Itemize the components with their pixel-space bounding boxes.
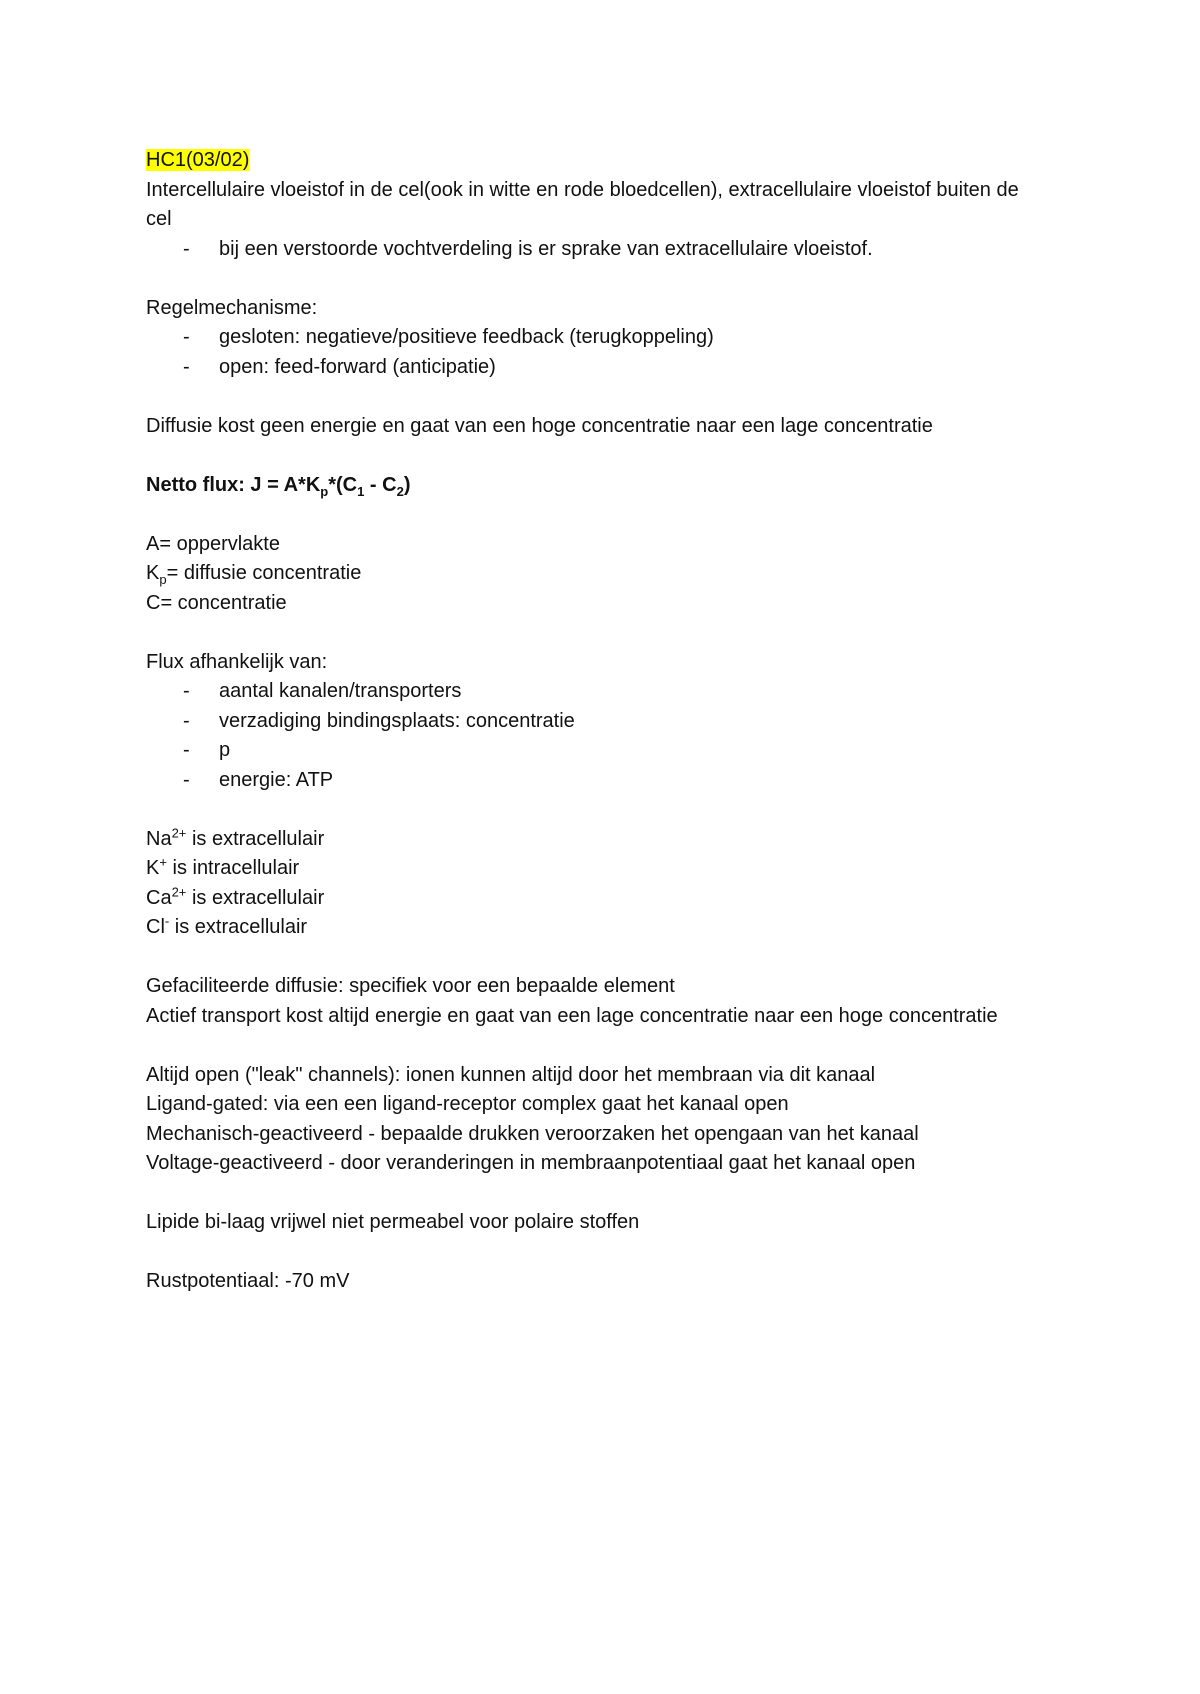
blank-line — [146, 1238, 1046, 1268]
dash-marker: - — [183, 709, 190, 732]
blank-line — [146, 264, 1046, 294]
list-item: - p — [146, 736, 1046, 766]
page-title: HC1(03/02) — [146, 149, 250, 171]
blank-line — [146, 795, 1046, 825]
dash-marker: - — [183, 768, 190, 791]
netto-flux-formula: Netto flux: $J = A*K_p*(C_1 - C_2)$ — [146, 473, 411, 499]
lipide-paragraph: Lipide bi-laag vrijwel niet permeabel voor polaire stoffen — [146, 1211, 640, 1233]
ion-line-ca: $Ca^{2+}$ is extracellulair — [146, 883, 325, 909]
dash-marker: - — [183, 326, 190, 348]
definition-c: C= concentratie — [146, 591, 287, 614]
actief-transport: Actief transport kost altijd energie en gaat van een lage concentratie naar een hoge concentratie — [146, 1004, 998, 1027]
ion-line-cl: Cl- is extracellulair — [146, 913, 308, 938]
list-item: - bij een verstoorde vochtverdeling is er sprake van extracellulaire vloeistof. — [146, 235, 1046, 265]
definition-a: A= oppervlakte — [146, 532, 280, 555]
dash-marker: - — [183, 237, 190, 260]
definition-kp: $K_p=$ diffusie concentratie — [146, 562, 362, 587]
intercellular-list — [146, 235, 1046, 265]
regel-list — [146, 323, 1046, 382]
blank-line — [146, 1179, 1046, 1209]
blank-line — [146, 943, 1046, 973]
dash-marker: - — [183, 680, 190, 702]
blank-line — [146, 382, 1046, 412]
list-item: - verzadiging bindingsplaats: concentratie — [146, 707, 1046, 737]
list-item: - aantal kanalen/transporters — [146, 677, 1046, 707]
gefaciliteerde-diffusie: Gefaciliteerde diffusie: specifiek voor een bepaalde element — [146, 975, 675, 997]
flux-label: Flux afhankelijk van: — [146, 650, 328, 673]
blank-line — [146, 1031, 1046, 1061]
rustpotentiaal-paragraph: Rustpotentiaal: -70 mV — [146, 1270, 350, 1292]
ion-line-na: $Na^{2+}$ is extracellulair — [146, 824, 325, 850]
dash-marker: - — [183, 739, 190, 761]
list-item: - energie: ATP — [146, 766, 1046, 796]
blank-line — [146, 618, 1046, 648]
blank-line — [146, 500, 1046, 530]
dash-marker: - — [183, 355, 190, 378]
channel-ligand: Ligand-gated: via een een ligand-receptor complex gaat het kanaal open — [146, 1093, 789, 1115]
intercellular-paragraph: Intercellulaire vloeistof in de cel(ook in witte en rode bloedcellen), extracellulaire vloeistof buiten de cel — [146, 178, 1025, 230]
document-body — [146, 146, 1046, 1297]
channel-mechanical: Mechanisch-geactiveerd - bepaalde drukken veroorzaken het opengaan van het kanaal — [146, 1122, 919, 1145]
channel-leak: Altijd open ("leak" channels): ionen kunnen altijd door het membraan via dit kanaal — [146, 1063, 876, 1086]
blank-line — [146, 441, 1046, 471]
channel-voltage: Voltage-geactiveerd - door veranderingen in membraanpotentiaal gaat het kanaal open — [146, 1152, 916, 1174]
list-item: - open: feed-forward (anticipatie) — [146, 353, 1046, 383]
regel-label: Regelmechanisme: — [146, 296, 318, 319]
ion-line-k: K+ is intracellulair — [146, 854, 300, 879]
heading-line — [146, 146, 1046, 176]
flux-list — [146, 677, 1046, 795]
diffusie-paragraph: Diffusie kost geen energie en gaat van een hoge concentratie naar een lage concentratie — [146, 414, 933, 437]
list-item: - gesloten: negatieve/positieve feedback (terugkoppeling) — [146, 323, 1046, 353]
